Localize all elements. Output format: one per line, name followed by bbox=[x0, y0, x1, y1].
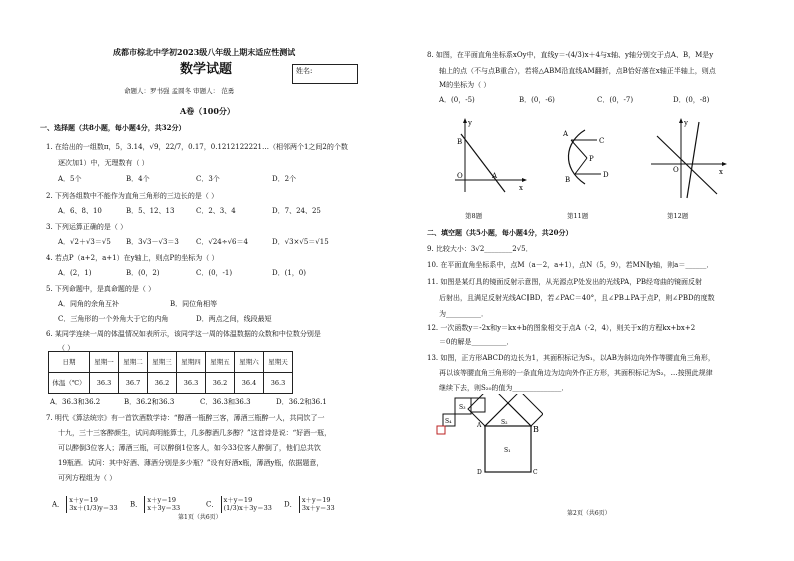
fig12-x-arrow bbox=[722, 162, 727, 166]
fig13-square-s5 bbox=[437, 426, 445, 434]
fig12-y-arrow bbox=[679, 118, 683, 123]
table-cell: 日期 bbox=[49, 352, 90, 373]
temperature-table bbox=[48, 351, 293, 394]
fig13-square-s2b bbox=[508, 394, 543, 426]
fig8-y-arrow bbox=[463, 118, 467, 123]
q5-option-c: C．三角形的一个外角大于它的内角 bbox=[58, 315, 169, 323]
fig11-label-p: P bbox=[589, 155, 594, 163]
q11-line1: 11. 如图是某灯具的镜面反射示意图，从光源点P处发出的光线PA，PB经弯曲的镜面反射 bbox=[427, 278, 703, 286]
name-box[interactable] bbox=[292, 64, 358, 84]
table-cell: 36.7 bbox=[119, 373, 148, 394]
q3-option-d: D．√3×√5＝√15 bbox=[272, 238, 329, 246]
q7-line4: 19瓶酒．试问：其中好酒、薄酒分别是多少瓶？”设有好酒x瓶，薄酒y瓶，依据题意， bbox=[58, 459, 324, 467]
paper-a-title: A卷（100分） bbox=[180, 106, 235, 116]
q8-option-c: C．(0，-7) bbox=[597, 96, 634, 104]
fig13-label-a: A bbox=[477, 422, 482, 429]
table-header-row bbox=[49, 352, 293, 373]
q7-line5: 可列方程组为（ ） bbox=[58, 474, 117, 482]
q1-option-c: C．3个 bbox=[196, 175, 220, 183]
q7-option-d-eq1: x＋y＝19 bbox=[301, 496, 331, 504]
q7-option-b-label: B． bbox=[130, 500, 143, 509]
q2-option-a: A．6、8、10 bbox=[58, 207, 102, 215]
page1-footer: 第1页（共6页） bbox=[178, 514, 222, 521]
q7-option-c-eq1: x＋y＝19 bbox=[223, 496, 253, 504]
fig8-label-y: y bbox=[468, 119, 472, 127]
table-cell: 体温（℃） bbox=[49, 373, 90, 394]
name-box-label: 姓名: bbox=[296, 67, 313, 75]
q12-line1: 12. 一次函数y＝-2x和y＝kx+b的图象相交于点A（-2，4），则关于x的方程kx+bx+2 bbox=[427, 324, 696, 332]
q7-line3: 可以醉倒3位客人；薄酒三瓶，可以醉倒1位客人，如今33位客人醉倒了，他们总共饮 bbox=[58, 444, 321, 452]
section2-title: 二、填空题（共5小题，每小题4分，共20分） bbox=[427, 228, 573, 237]
fig12-line-2 bbox=[687, 122, 699, 198]
fig11-label-c: C bbox=[599, 137, 605, 145]
q11-line2: 后射出，且满足反射光线AC∥BD，若∠PAC＝40°，且∠PB⊥PA于点P，则∠PBD的度数 bbox=[439, 294, 715, 302]
q4-option-b: B．(0，2) bbox=[126, 269, 160, 277]
q7-option-b bbox=[130, 496, 180, 513]
q2-stem: 2. 下列各组数中不能作为直角三角形的三边长的是（ ） bbox=[46, 192, 219, 200]
fig13-square-s3b bbox=[471, 398, 485, 412]
q8-option-b: B．(0，-6) bbox=[519, 96, 555, 104]
table-cell: 36.3 bbox=[177, 373, 206, 394]
fig11-ray-pa bbox=[571, 140, 587, 158]
q7-option-a-eq2: 3x＋(1/3)y＝33 bbox=[69, 504, 118, 513]
q3-option-c: C．√24÷√6＝4 bbox=[196, 238, 248, 246]
table-cell: 36.2 bbox=[148, 373, 177, 394]
fig8-label-b: B bbox=[457, 138, 463, 146]
section1-title: 一、选择题（共8小题，每小题4分，共32分） bbox=[40, 123, 186, 132]
fig13-label-s3: S₃ bbox=[459, 404, 466, 411]
page-2 bbox=[397, 0, 794, 561]
q5-option-a: A．同角的余角互补 bbox=[58, 300, 120, 308]
q1-line1: 1. 在给出的一组数π，5，3.14，√9，22/7，0.17，0.1212122221…（相邻两个1之间2的个数 bbox=[46, 143, 348, 151]
fig8-line bbox=[461, 134, 505, 192]
q8-line2: 轴上的点（不与点B重合），若将△ABM沿直线AM翻折，点B恰好落在x轴正半轴上，则点 bbox=[439, 67, 716, 75]
q3-option-b: B．3√3－√3＝3 bbox=[126, 238, 179, 246]
fig12-label-o: O bbox=[673, 166, 679, 174]
q9: 9. 比较大小：3√2________2√5． bbox=[427, 245, 533, 253]
fig13-label-c: C bbox=[533, 469, 538, 476]
q7-option-d-eq2: 3x＋y＝33 bbox=[301, 504, 335, 513]
q7-option-d bbox=[284, 496, 335, 513]
q6-option-c: C．36.3和36.3 bbox=[200, 398, 251, 406]
fig8-diagram bbox=[445, 116, 527, 198]
fig13-diagram bbox=[431, 394, 543, 476]
authors: 命题人：罗书强 孟圆冬 审题人： 范勇 bbox=[124, 87, 235, 95]
q7-option-b-eq2: x＋3y＝33 bbox=[147, 504, 181, 513]
fig11-label-a: A bbox=[563, 130, 569, 138]
q1-option-b: B．4个 bbox=[126, 175, 150, 183]
fig12-caption: 第12题 bbox=[667, 212, 689, 220]
q6-option-a: A．36.3和36.2 bbox=[50, 398, 101, 406]
q4-option-a: A．(2，1) bbox=[58, 269, 92, 277]
q7-option-b-eq1: x＋y＝19 bbox=[147, 496, 176, 504]
q1-option-d: D．2个 bbox=[272, 175, 297, 183]
q4-option-d: D．(1，0) bbox=[272, 269, 306, 277]
school-title: 成都市棕北中学初2023级八年级上期末适应性测试 bbox=[113, 47, 296, 57]
fig8-label-a: A bbox=[492, 172, 498, 180]
q7-option-c bbox=[206, 496, 272, 513]
subject-title: 数学试题 bbox=[180, 62, 233, 77]
q2-option-d: D．7、24、25 bbox=[272, 207, 321, 215]
table-cell: 星期四 bbox=[177, 352, 206, 373]
q2-option-b: B．5、12、13 bbox=[126, 207, 175, 215]
q6-option-d: D．36.2和36.1 bbox=[276, 398, 327, 406]
q13-line1: 13. 如图，正方形ABCD的边长为1，其面积标记为S₁，以AB为斜边向外作等腰直角三角形， bbox=[427, 354, 715, 362]
fig13-label-s1: S₁ bbox=[504, 447, 511, 454]
fig13-label-s4: S₄ bbox=[445, 418, 452, 425]
q7-option-a-label: A． bbox=[52, 500, 65, 509]
fig12-line-1 bbox=[657, 136, 717, 194]
fig8-label-o: O bbox=[457, 172, 463, 180]
fig8-label-x: x bbox=[519, 184, 523, 192]
page2-footer: 第2页（共6页） bbox=[567, 510, 611, 517]
fig12-label-x: x bbox=[719, 168, 723, 176]
fig12-label-y: y bbox=[684, 119, 688, 127]
table-cell: 星期五 bbox=[206, 352, 235, 373]
q6-line1: 6. 某同学连续一周的体温情况如表所示，该同学这一周的体温数据的众数和中位数分别是 bbox=[46, 330, 321, 338]
fig11-label-b: B bbox=[565, 176, 571, 184]
table-cell: 星期一 bbox=[90, 352, 119, 373]
q5-stem: 5. 下列命题中，是真命题的是（ ） bbox=[46, 285, 156, 293]
table-cell: 星期天 bbox=[264, 352, 293, 373]
q8-option-a: A．(0，-5) bbox=[439, 96, 475, 104]
fig13-label-b: B bbox=[533, 425, 539, 434]
q7-line2: 十九，三十三客醉颜生，试问高明能算士，几多醇酒几多醇？”这首诗是说：“好酒一瓶， bbox=[58, 429, 332, 437]
q5-option-d: D．两点之间，线段最短 bbox=[196, 315, 272, 323]
fig13-triangle bbox=[485, 403, 531, 426]
table-cell: 36.3 bbox=[264, 373, 293, 394]
table-row bbox=[49, 373, 293, 394]
fig8-x-arrow bbox=[522, 178, 527, 182]
q7-line1: 7. 明代《算法统宗》有一首饮酒数学诗：“醇酒一瓶醉三客，薄酒三瓶醉一人，共同饮了一 bbox=[46, 414, 325, 422]
q6-option-b: B．36.2和36.3 bbox=[124, 398, 175, 406]
q1-option-a: A．5个 bbox=[58, 175, 82, 183]
table-cell: 36.4 bbox=[235, 373, 264, 394]
fig11-caption: 第11题 bbox=[567, 212, 589, 220]
q5-option-b: B．同位角相等 bbox=[170, 300, 218, 308]
table-cell: 36.3 bbox=[90, 373, 119, 394]
fig11-ray-pb bbox=[575, 158, 587, 174]
q1-line2: 逐次加1）中，无理数有（ ） bbox=[58, 159, 149, 167]
fig11-label-d: D bbox=[603, 171, 609, 179]
q8-line1: 8. 如图，在平面直角坐标系xOy中，直线y＝-(4/3)x＋4与x轴、y轴分别交于点A、B，M是y bbox=[427, 51, 714, 59]
fig11-mirror bbox=[568, 130, 585, 184]
q7-option-c-label: C． bbox=[206, 500, 219, 509]
table-cell: 星期二 bbox=[119, 352, 148, 373]
q2-option-c: C．2、3、4 bbox=[196, 207, 236, 215]
fig13-label-s2: S₂ bbox=[501, 419, 508, 426]
q6-line2: （ ） bbox=[58, 344, 75, 352]
q10: 10. 在平面直角坐标系中，点M（a－2，a+1），点N（5，9），若MN∥y轴，则a＝______． bbox=[427, 261, 714, 269]
q3-option-a: A．√2＋√3＝√5 bbox=[58, 238, 111, 246]
fig11-diagram bbox=[547, 122, 617, 192]
q8-line3: M的坐标为（ ） bbox=[439, 81, 491, 89]
q7-option-d-label: D． bbox=[284, 500, 297, 509]
q3-stem: 3. 下列运算正确的是（ ） bbox=[46, 223, 128, 231]
q7-option-a-eq1: x＋y＝19 bbox=[69, 496, 98, 504]
table-cell: 36.2 bbox=[206, 373, 235, 394]
q4-stem: 4. 若点P（a+2，a+1）在y轴上，则点P的坐标为（ ） bbox=[46, 254, 219, 262]
table-cell: 星期三 bbox=[148, 352, 177, 373]
table-cell: 星期六 bbox=[235, 352, 264, 373]
fig12-diagram bbox=[647, 116, 727, 200]
q7-option-a bbox=[52, 496, 118, 513]
q4-option-c: C．(0，-1) bbox=[196, 269, 233, 277]
q13-line2: 再以该等腰直角三角形的一条直角边为边向外作正方形，其面积标记为S₂，…按照此规律 bbox=[439, 369, 713, 377]
q7-option-c-eq2: (1/3)x＋3y＝33 bbox=[223, 504, 272, 513]
q13-line3: 继续下去，则S₂₀的值为______________． bbox=[439, 384, 569, 392]
q11-line3: 为__________． bbox=[439, 310, 488, 318]
q8-option-d: D．(0，-8) bbox=[673, 96, 710, 104]
q12-line2: ＝0的解是__________． bbox=[439, 338, 514, 346]
fig8-caption: 第8题 bbox=[465, 212, 483, 220]
fig13-label-d: D bbox=[477, 469, 482, 476]
